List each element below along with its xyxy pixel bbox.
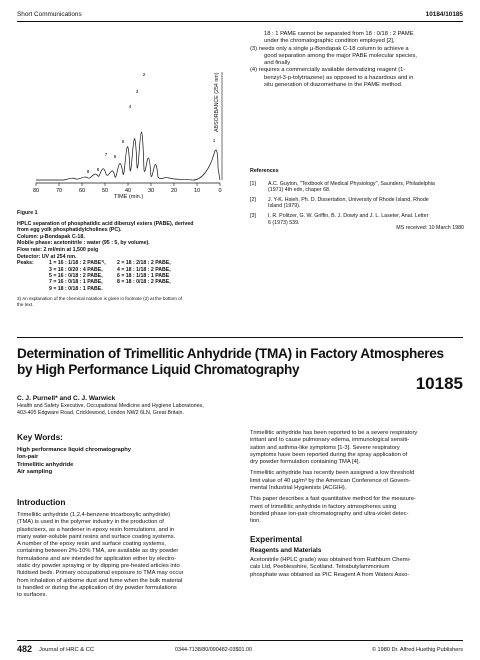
figure-footnote: the text. (17, 301, 34, 307)
affiliation: Health and Safety Executive, Occupational Medicine and Hygiene Laboratories, 403-405 Edgware Road, Cricklewood, London NW2 6LN, Great Britain. (17, 403, 204, 416)
references-block (250, 168, 464, 232)
paragraph-line: cals Ltd, Peeblesshire, Scotland. Tetrabutylammonium (250, 564, 390, 571)
intro-line: static dry powder spraying or by dipping pre-heated articles into (17, 563, 180, 570)
x-tick-label: 70 (55, 188, 63, 194)
section-rule (17, 337, 463, 338)
intro-line: containing between 2%-10% TMA, are available as dry powder (17, 548, 179, 555)
reference-item: [3] I. R. Politzer, G. W. Griffin, B. J. Dowty and J. L. Laseter, Anal. Letter 6 (1973) 539. (250, 212, 429, 226)
received-date: MS received: 10 March 1980 (396, 225, 464, 232)
peak-label: 3 (135, 89, 139, 94)
peak-label: 7 (104, 152, 108, 157)
peaks-table (17, 260, 175, 292)
caption-line: from egg yolk phosphatidylcholines (PC). (17, 227, 122, 234)
y-axis-label: ABSORBANCE (254 nm) (214, 72, 220, 132)
intro-line: to surfaces. (17, 592, 47, 599)
peak-entry: 8 = 18 : 0/18 : 2 PABE, (117, 279, 171, 286)
reference-item: [2] J. Y-K. Hsieh, Ph. D. Dissertation, University of Rhode Island, Rhode Island (1979). (250, 196, 429, 210)
x-tick-label: 10 (193, 188, 201, 194)
intro-line: is handled or during the application of dry powder formulations (17, 584, 177, 591)
intro-line: A number of the epoxy resin and surface coating systems, (17, 541, 166, 548)
right-column (250, 430, 464, 579)
peak-entry: 6 = 18 : 1/18 : 1 PABE (117, 272, 170, 279)
introduction-block (17, 497, 233, 600)
figure-footnote: 3) An explanation of the chemical notation is given in footnote (2) at the bottom of (17, 296, 182, 302)
text-line: under the chromatographic condition employed [2], (264, 38, 395, 45)
peak-label: 2 (142, 72, 146, 77)
intro-line: plasticisers, as a hardener in epoxy resin formulations, and in (17, 526, 175, 533)
peak-entry: 1 = 16 : 1/18 : 2 PABE³⁾, (49, 260, 106, 267)
peak-entry: 3 = 16 : 0/20 : 4 PABE, (49, 266, 103, 273)
top-right-text (250, 31, 464, 89)
reagents-heading: Reagents and Materials (250, 546, 322, 554)
intro-line: from inhalation of airborne dust and fume when the bulk material (17, 577, 183, 584)
intro-line: fluidised beds. Primary occupational exposure to TMA may occur (17, 570, 184, 577)
chromatogram (14, 52, 244, 212)
paragraph-line: mental Industrial Hygienists (ACGIH). (250, 485, 347, 492)
text-line: good separation among the major PABE molecular species, (264, 52, 417, 59)
peak-label: 8 (96, 167, 100, 172)
text-line: (3) needs only a single µ-Bondapak C-18 column to achieve a (250, 45, 409, 52)
paragraph-line: phosphate was obtained as PIC Reagent A from Waters Asso- (250, 571, 410, 578)
peak-label: 5 (121, 139, 125, 144)
caption-line: HPLC separation of phosphatidic acid dibenzyl esters (PABE), derived (17, 220, 194, 227)
paragraph-line: Trimellitic anhydride has been reported to be a severe respiratory (250, 430, 418, 436)
detector-info: Detector: UV at 254 nm. (17, 253, 77, 260)
footer-rule (17, 640, 463, 641)
keywords-block (17, 432, 231, 476)
x-tick-label: 50 (101, 188, 109, 194)
text-line: situ generation of diazomethane in the PAME method. (264, 82, 403, 89)
text-line: and finally (264, 60, 291, 67)
peak-entry: 4 = 18 : 1/18 : 2 PABE, (117, 266, 171, 273)
paragraph-line: bonded phase ion-pair chromatography and ultra-violet detec- (250, 510, 409, 517)
chromatogram-svg (14, 52, 244, 212)
peak-label: 6 (113, 154, 117, 159)
peak-entry: 9 = 18 : 0/18 : 1 PABE. (49, 285, 103, 292)
chromatogram-trace (36, 132, 220, 180)
x-tick-label: 40 (124, 188, 132, 194)
paragraph-line: limit value of 40 µg/m³ by the American Conference of Govern- (250, 477, 411, 484)
peak-label: 1 (212, 138, 216, 143)
intro-line: many water-soluble paint resins and surface coating systems. (17, 533, 176, 540)
text-line: 18 : 1 PAME cannot be separated from 18 : 0/18 : 2 PAME (264, 31, 414, 37)
figure-label: Figure 1 (17, 210, 38, 216)
text-line: (4) requires a commercially available derivatizing reagent (1- (250, 67, 406, 74)
keyword: High performance liquid chromatography (17, 447, 132, 453)
paragraph-line: tion. (250, 518, 261, 525)
x-tick-label: 80 (32, 188, 40, 194)
paragraph-line: sation and asthma-like symptoms [1-3]. Severe respiratory (250, 444, 400, 451)
paragraph-line: symptoms have been reported during the spray application of (250, 451, 408, 458)
running-header-left: Short Communications (17, 11, 82, 18)
text-line: benzyl-3-p-tolytriazene) as opposed to a hazardous and in (264, 74, 414, 81)
references-heading: References (250, 168, 279, 174)
mobile-phase-info: Mobile phase: acetonitrile : water (95 : 5, by volume). (17, 240, 150, 247)
copyright: © 1980 Dr. Alfred Huethig Publishers (371, 647, 463, 653)
authors: C. J. Purnell* and C. J. Warwick (17, 395, 116, 402)
intro-line: Trimellitic anhydride (1,2,4-benzene tricarboxylic anhydride) (17, 512, 171, 518)
keywords-heading: Key Words: (17, 432, 63, 442)
column-info: Column: µ-Bondapak C-18. (17, 233, 85, 240)
page-number: 482 (17, 644, 33, 654)
introduction-heading: Introduction (17, 497, 66, 507)
figure-caption-block (17, 210, 247, 308)
title-line: Determination of Trimellitic Anhydride (TMA) in Factory Atmospheres (17, 346, 444, 361)
paragraph-line: This paper describes a fast quantitative method for the measure- (250, 496, 416, 503)
paragraph-line: Acetonitrile (HPLC grade) was obtained from Rathburn Chemi- (250, 557, 411, 564)
article-title (17, 346, 467, 377)
x-axis-label: TIME (min.) (114, 194, 144, 200)
peak-label: 9 (86, 169, 90, 174)
experimental-heading: Experimental (250, 533, 303, 544)
flow-rate-info: Flow rate: 2 ml/min at 1,500 psig (17, 246, 99, 253)
x-tick-label: 60 (78, 188, 86, 194)
x-tick-label: 0 (218, 188, 222, 194)
paragraph-line: Trimellitic anhydride has recently been assigned a low threshold (250, 470, 415, 477)
x-tick-label: 20 (170, 188, 178, 194)
keyword: Trimellitic anhydride (17, 461, 74, 468)
title-line: by High Performance Liquid Chromatography (17, 361, 300, 377)
paragraph-line: ment of trimellitic anhydride in factory atmospheres using (250, 503, 397, 510)
reference-item: [1] A.C. Guyton, "Textbook of Medical Physiology", Saunders, Philadelphia (1971) 4th edn, chaper 68. (250, 180, 435, 194)
intro-line: (TMA) is used in the polymer industry in the production of (17, 519, 164, 526)
peak-label: 4 (128, 104, 132, 109)
keyword: Air sampling (17, 468, 53, 475)
issn-code: 0344-7138/80/090482-03$01.00 (175, 647, 253, 653)
journal-name: Journal of HRC & CC (39, 647, 95, 653)
peak-entry: 2 = 18 : 2/18 : 2 PABE, (117, 260, 171, 267)
running-header-right: 10184/10185 (425, 11, 463, 18)
paragraph-line: irritant and to cause pulmonary edema, immunological sensiti- (250, 437, 410, 444)
intro-line: formulations and are intended for application either by electro- (17, 555, 177, 562)
paragraph-line: dry powder formulation containing TMA [4]. (250, 459, 361, 466)
peak-entry: 7 = 16 : 0/18 : 1 PABE, (49, 279, 103, 286)
header-rule (17, 21, 463, 22)
x-tick-label: 30 (147, 188, 155, 194)
peak-entry: 5 = 16 : 0/18 : 2 PABE, (49, 272, 103, 279)
peaks-label: Peaks: (17, 260, 34, 267)
keyword: Ion-pair (17, 454, 39, 461)
article-number: 10185 (415, 374, 463, 393)
